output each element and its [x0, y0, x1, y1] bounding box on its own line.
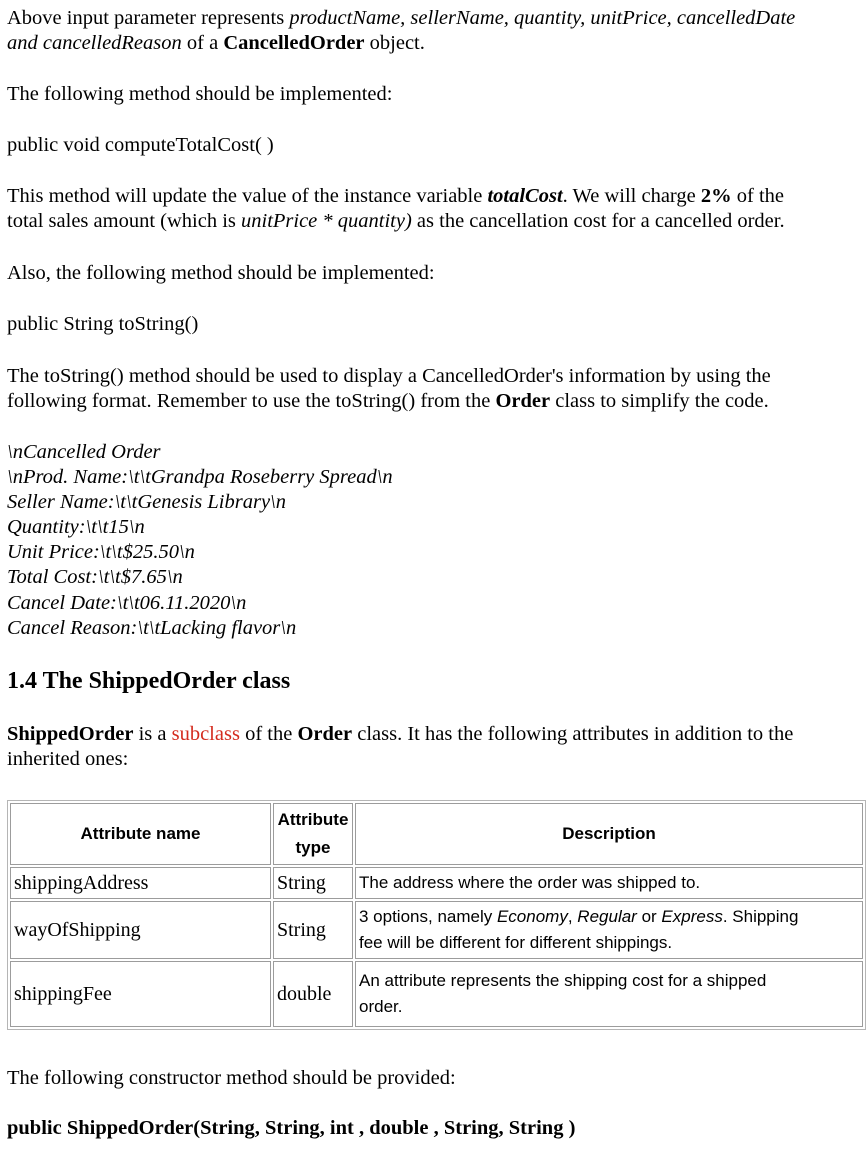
method-signature: public void computeTotalCost( ): [7, 134, 274, 156]
tostring-desc-line-2: following format. Remember to use the toString() from the Order class to simplify the code.: [7, 390, 769, 412]
attr-type-cell: double: [273, 961, 353, 1027]
format-line: Quantity:\t\t15\n: [7, 516, 145, 538]
attr-desc-cell: The address where the order was shipped to.: [355, 867, 863, 899]
tostring-desc-line-1: The toString() method should be used to display a CancelledOrder's information by using the: [7, 365, 771, 387]
intro-line-2: and cancelledReason of a CancelledOrder object.: [7, 32, 425, 54]
format-line: Cancel Date:\t\t06.11.2020\n: [7, 592, 247, 614]
attr-name-cell: shippingAddress: [10, 867, 271, 899]
method-desc-line-1: This method will update the value of the instance variable totalCost. We will charge 2% of the: [7, 185, 784, 207]
table-row: [10, 867, 863, 899]
format-line: Seller Name:\t\tGenesis Library\n: [7, 491, 287, 513]
header-attribute-name: Attribute name: [10, 803, 271, 865]
table-header-row: [10, 803, 863, 865]
header-attribute-type: Attribute type: [273, 803, 353, 865]
header-description: Description: [355, 803, 863, 865]
constructor-intro: The following constructor method should be provided:: [7, 1067, 456, 1089]
method-intro: The following method should be implemented:: [7, 83, 393, 105]
attr-desc-cell: 3 options, namely Economy, Regular or Express. Shipping fee will be different for different shippings.: [355, 901, 863, 959]
constructor-signature: public ShippedOrder(String, String, int , double , String, String ): [7, 1117, 576, 1139]
attr-name-cell: wayOfShipping: [10, 901, 271, 959]
method-desc-line-2: total sales amount (which is unitPrice * quantity) as the cancellation cost for a cancelled order.: [7, 210, 785, 232]
attr-desc-cell: An attribute represents the shipping cost for a shipped order.: [355, 961, 863, 1027]
table-row: [10, 961, 863, 1027]
attributes-table: [7, 800, 866, 1030]
section-heading: 1.4 The ShippedOrder class: [7, 668, 291, 694]
format-line: \nCancelled Order: [7, 441, 161, 463]
attr-type-cell: String: [273, 867, 353, 899]
also-intro: Also, the following method should be implemented:: [7, 262, 435, 284]
tostring-signature: public String toString(): [7, 313, 199, 335]
intro-line-1: Above input parameter represents productName, sellerName, quantity, unitPrice, cancelledDate: [7, 7, 796, 29]
shipped-desc-line-2: inherited ones:: [7, 748, 129, 770]
format-line: \nProd. Name:\t\tGrandpa Roseberry Spread\n: [7, 466, 393, 488]
shipped-desc-line-1: ShippedOrder is a subclass of the Order class. It has the following attributes in addition to the: [7, 723, 794, 745]
attr-name-cell: shippingFee: [10, 961, 271, 1027]
format-line: Cancel Reason:\t\tLacking flavor\n: [7, 617, 297, 639]
subclass-link[interactable]: subclass: [171, 723, 240, 745]
attr-type-cell: String: [273, 901, 353, 959]
table-row: [10, 901, 863, 959]
format-line: Total Cost:\t\t$7.65\n: [7, 566, 183, 588]
format-line: Unit Price:\t\t$25.50\n: [7, 541, 195, 563]
